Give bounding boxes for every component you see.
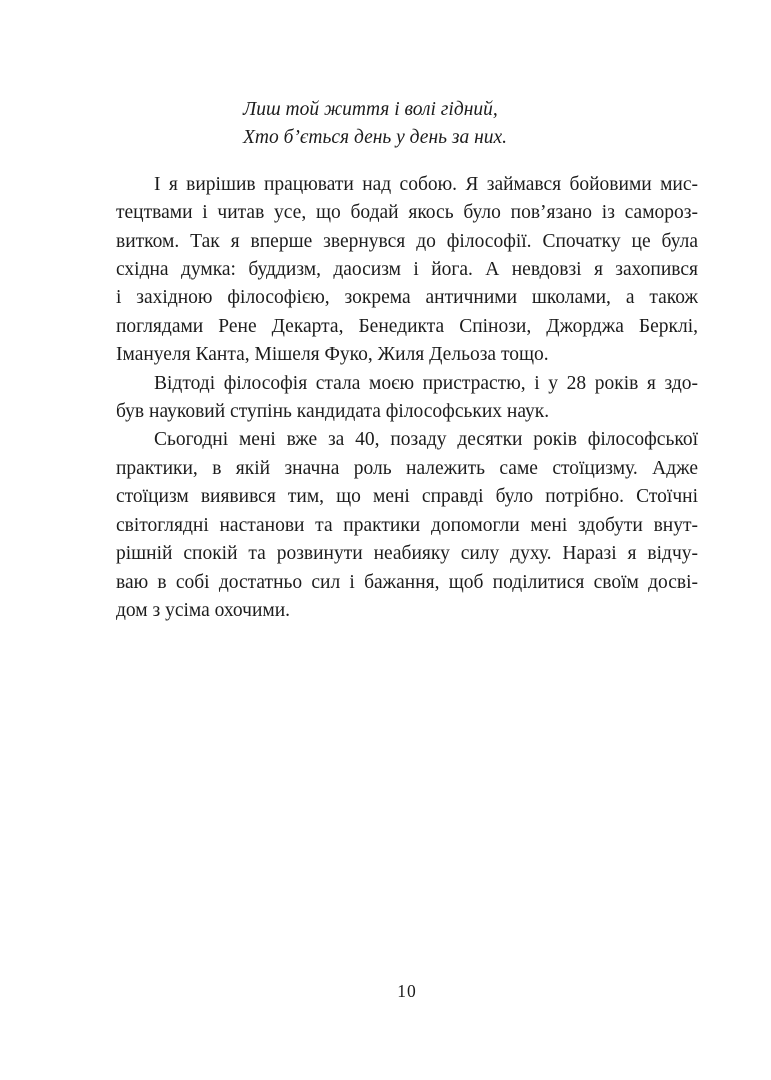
text-line: І я вирішив працювати над собою. Я займався бойовими мис- — [154, 173, 698, 195]
paragraph — [116, 171, 698, 370]
text-line: тецтвами і читав усе, що бодай якось було пов’язано із самороз- — [116, 202, 698, 224]
text-line: практики, в якій значна роль належить саме стоїцизму. Адже — [116, 457, 698, 479]
text-line: Відтоді філософія стала моєю пристрастю, і у 28 років я здо- — [154, 372, 698, 394]
text-line: був науковий ступінь кандидата філософських наук. — [116, 401, 550, 423]
text-line: рішній спокій та розвинути неабияку силу духу. Наразі я відчу- — [116, 543, 698, 565]
text-line: світоглядні настанови та практики допомогли мені здобути внут- — [116, 514, 698, 536]
text-line: ваю в собі достатньо сил і бажання, щоб поділитися своїм досві- — [116, 571, 698, 593]
epigraph — [243, 96, 698, 153]
text-line: витком. Так я вперше звернувся до філософії. Спочатку це була — [116, 230, 698, 252]
text-line: Імануеля Канта, Мішеля Фуко, Жиля Дельоза тощо. — [116, 344, 549, 366]
paragraph — [116, 370, 698, 427]
page-number: 10 — [397, 981, 417, 1001]
epigraph-line: Лиш той життя і волі гідний, — [243, 99, 498, 120]
text-line: і західною філософією, зокрема античними школами, а також — [116, 287, 698, 309]
text-line: поглядами Рене Декарта, Бенедикта Спінози, Джорджа Берклі, — [116, 315, 698, 337]
text-line: східна думка: буддизм, даосизм і йога. А невдовзі я захопився — [116, 259, 698, 281]
text-line: дом з усіма охочими. — [116, 599, 291, 621]
text-line: Сьогодні мені вже за 40, позаду десятки років філософської — [154, 429, 698, 451]
text-line: стоїцизм виявився тим, що мені справді було потрібно. Стоїчні — [116, 486, 698, 508]
text-block — [116, 96, 698, 625]
body-text — [116, 171, 698, 626]
epigraph-line: Хто б’ється день у день за них. — [243, 127, 508, 149]
paragraph — [116, 426, 698, 625]
